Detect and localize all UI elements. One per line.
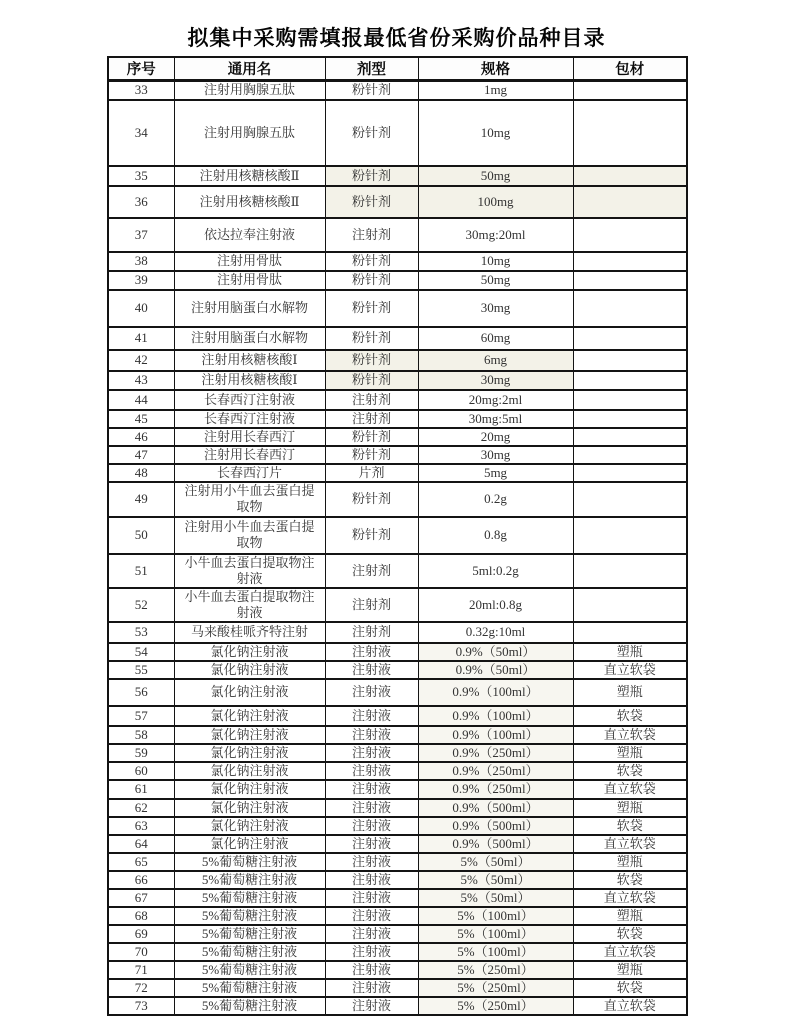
cell-spec: 50mg	[418, 271, 573, 290]
cell-packaging: 直立软袋	[573, 780, 687, 799]
cell-dosage-form: 注射液	[325, 979, 418, 997]
cell-dosage-form: 粉针剂	[325, 100, 418, 166]
table-row	[108, 327, 687, 350]
cell-dosage-form: 注射剂	[325, 410, 418, 428]
cell-seq: 48	[108, 464, 174, 482]
cell-packaging: 软袋	[573, 706, 687, 726]
table-row	[108, 744, 687, 762]
table-row	[108, 726, 687, 744]
cell-spec: 0.9%（50ml）	[418, 661, 573, 679]
cell-spec: 20mg:2ml	[418, 390, 573, 410]
cell-packaging	[573, 290, 687, 327]
table-row	[108, 371, 687, 390]
cell-generic-name: 5%葡萄糖注射液	[174, 871, 325, 889]
cell-packaging: 直立软袋	[573, 889, 687, 907]
cell-spec: 0.9%（50ml）	[418, 643, 573, 661]
table-row	[108, 390, 687, 410]
cell-seq: 67	[108, 889, 174, 907]
table-row	[108, 835, 687, 853]
cell-packaging	[573, 350, 687, 371]
table-row	[108, 706, 687, 726]
table-row	[108, 100, 687, 166]
table-row	[108, 554, 687, 588]
cell-generic-name: 氯化钠注射液	[174, 679, 325, 706]
cell-generic-name: 依达拉奉注射液	[174, 218, 325, 252]
cell-packaging	[573, 186, 687, 218]
cell-spec: 6mg	[418, 350, 573, 371]
cell-packaging	[573, 464, 687, 482]
cell-dosage-form: 粉针剂	[325, 482, 418, 517]
cell-packaging	[573, 588, 687, 622]
cell-packaging: 软袋	[573, 817, 687, 835]
cell-spec: 0.9%（500ml）	[418, 799, 573, 817]
cell-generic-name: 氯化钠注射液	[174, 817, 325, 835]
cell-packaging	[573, 554, 687, 588]
cell-spec: 0.9%（250ml）	[418, 762, 573, 780]
cell-seq: 40	[108, 290, 174, 327]
cell-dosage-form: 注射液	[325, 925, 418, 943]
cell-packaging: 直立软袋	[573, 835, 687, 853]
cell-packaging	[573, 428, 687, 446]
cell-seq: 49	[108, 482, 174, 517]
cell-packaging: 塑瓶	[573, 643, 687, 661]
cell-dosage-form: 注射液	[325, 799, 418, 817]
col-header-seq: 序号	[108, 57, 174, 81]
cell-seq: 44	[108, 390, 174, 410]
cell-dosage-form: 注射液	[325, 961, 418, 979]
cell-spec: 20ml:0.8g	[418, 588, 573, 622]
cell-generic-name: 注射用胸腺五肽	[174, 100, 325, 166]
cell-spec: 0.9%（100ml）	[418, 706, 573, 726]
cell-packaging: 直立软袋	[573, 997, 687, 1015]
table-row	[108, 661, 687, 679]
cell-seq: 37	[108, 218, 174, 252]
cell-dosage-form: 粉针剂	[325, 271, 418, 290]
col-header-generic-name: 通用名	[174, 57, 325, 81]
cell-dosage-form: 注射液	[325, 661, 418, 679]
table-row	[108, 780, 687, 799]
cell-dosage-form: 粉针剂	[325, 371, 418, 390]
cell-seq: 70	[108, 943, 174, 961]
cell-dosage-form: 注射液	[325, 726, 418, 744]
cell-spec: 0.32g:10ml	[418, 622, 573, 643]
cell-spec: 0.9%（100ml）	[418, 679, 573, 706]
page-title: 拟集中采购需填报最低省份采购价品种目录	[187, 27, 606, 50]
cell-generic-name: 5%葡萄糖注射液	[174, 853, 325, 871]
table-row	[108, 889, 687, 907]
cell-spec: 0.9%（250ml）	[418, 780, 573, 799]
cell-packaging: 软袋	[573, 762, 687, 780]
cell-generic-name: 注射用长春西汀	[174, 446, 325, 464]
cell-packaging: 塑瓶	[573, 853, 687, 871]
cell-dosage-form: 注射液	[325, 907, 418, 925]
table-row	[108, 622, 687, 643]
table-row	[108, 446, 687, 464]
cell-dosage-form: 注射液	[325, 643, 418, 661]
cell-generic-name: 马来酸桂哌齐特注射	[174, 622, 325, 643]
cell-generic-name: 5%葡萄糖注射液	[174, 943, 325, 961]
cell-packaging	[573, 622, 687, 643]
table-row	[108, 799, 687, 817]
table-row	[108, 166, 687, 186]
cell-dosage-form: 注射剂	[325, 622, 418, 643]
table-row	[108, 871, 687, 889]
cell-spec: 50mg	[418, 166, 573, 186]
cell-seq: 61	[108, 780, 174, 799]
cell-dosage-form: 注射液	[325, 943, 418, 961]
cell-seq: 62	[108, 799, 174, 817]
cell-generic-name: 注射用核糖核酸Ⅰ	[174, 371, 325, 390]
cell-dosage-form: 注射液	[325, 835, 418, 853]
cell-packaging	[573, 482, 687, 517]
cell-spec: 5mg	[418, 464, 573, 482]
cell-spec: 5%（100ml）	[418, 925, 573, 943]
cell-dosage-form: 注射液	[325, 889, 418, 907]
cell-generic-name: 氯化钠注射液	[174, 643, 325, 661]
cell-seq: 57	[108, 706, 174, 726]
cell-spec: 0.9%（500ml）	[418, 835, 573, 853]
cell-generic-name: 氯化钠注射液	[174, 762, 325, 780]
cell-packaging: 塑瓶	[573, 744, 687, 762]
cell-generic-name: 5%葡萄糖注射液	[174, 925, 325, 943]
cell-packaging: 软袋	[573, 871, 687, 889]
cell-generic-name: 氯化钠注射液	[174, 726, 325, 744]
table-row	[108, 81, 687, 100]
cell-dosage-form: 粉针剂	[325, 252, 418, 271]
cell-generic-name: 长春西汀注射液	[174, 390, 325, 410]
cell-packaging	[573, 371, 687, 390]
cell-generic-name: 注射用小牛血去蛋白提取物	[174, 517, 325, 554]
cell-packaging: 直立软袋	[573, 661, 687, 679]
table-row	[108, 907, 687, 925]
cell-seq: 52	[108, 588, 174, 622]
cell-packaging: 塑瓶	[573, 907, 687, 925]
table-row	[108, 979, 687, 997]
cell-dosage-form: 粉针剂	[325, 290, 418, 327]
cell-packaging: 直立软袋	[573, 943, 687, 961]
cell-spec: 20mg	[418, 428, 573, 446]
table-row	[108, 186, 687, 218]
cell-packaging: 软袋	[573, 925, 687, 943]
cell-seq: 68	[108, 907, 174, 925]
cell-dosage-form: 粉针剂	[325, 186, 418, 218]
table-row	[108, 482, 687, 517]
cell-seq: 50	[108, 517, 174, 554]
cell-generic-name: 小牛血去蛋白提取物注射液	[174, 554, 325, 588]
cell-seq: 58	[108, 726, 174, 744]
cell-seq: 53	[108, 622, 174, 643]
table-row	[108, 588, 687, 622]
cell-spec: 5%（250ml）	[418, 979, 573, 997]
cell-spec: 0.2g	[418, 482, 573, 517]
cell-seq: 63	[108, 817, 174, 835]
table-header-row	[108, 57, 687, 81]
cell-seq: 60	[108, 762, 174, 780]
cell-dosage-form: 粉针剂	[325, 81, 418, 100]
cell-packaging: 直立软袋	[573, 726, 687, 744]
table-row	[108, 643, 687, 661]
cell-dosage-form: 注射液	[325, 853, 418, 871]
cell-spec: 5%（250ml）	[418, 961, 573, 979]
cell-spec: 30mg	[418, 446, 573, 464]
cell-dosage-form: 注射液	[325, 679, 418, 706]
cell-dosage-form: 片剂	[325, 464, 418, 482]
cell-seq: 45	[108, 410, 174, 428]
cell-generic-name: 注射用脑蛋白水解物	[174, 290, 325, 327]
cell-packaging: 软袋	[573, 979, 687, 997]
cell-generic-name: 5%葡萄糖注射液	[174, 961, 325, 979]
cell-seq: 33	[108, 81, 174, 100]
cell-generic-name: 注射用小牛血去蛋白提取物	[174, 482, 325, 517]
cell-generic-name: 氯化钠注射液	[174, 835, 325, 853]
cell-seq: 39	[108, 271, 174, 290]
cell-dosage-form: 注射剂	[325, 218, 418, 252]
cell-packaging	[573, 252, 687, 271]
cell-dosage-form: 注射液	[325, 871, 418, 889]
cell-spec: 0.9%（250ml）	[418, 744, 573, 762]
cell-generic-name: 5%葡萄糖注射液	[174, 889, 325, 907]
cell-generic-name: 长春西汀片	[174, 464, 325, 482]
cell-spec: 5%（100ml）	[418, 907, 573, 925]
catalog-table	[107, 56, 688, 1016]
table-row	[108, 252, 687, 271]
cell-generic-name: 氯化钠注射液	[174, 780, 325, 799]
cell-seq: 41	[108, 327, 174, 350]
cell-packaging	[573, 271, 687, 290]
cell-seq: 56	[108, 679, 174, 706]
cell-seq: 36	[108, 186, 174, 218]
cell-spec: 5ml:0.2g	[418, 554, 573, 588]
cell-seq: 46	[108, 428, 174, 446]
cell-generic-name: 注射用骨肽	[174, 252, 325, 271]
cell-dosage-form: 注射剂	[325, 390, 418, 410]
cell-seq: 71	[108, 961, 174, 979]
table-row	[108, 853, 687, 871]
cell-packaging	[573, 327, 687, 350]
table-row	[108, 350, 687, 371]
cell-spec: 30mg	[418, 290, 573, 327]
cell-generic-name: 氯化钠注射液	[174, 799, 325, 817]
cell-dosage-form: 注射剂	[325, 588, 418, 622]
cell-packaging: 塑瓶	[573, 799, 687, 817]
cell-seq: 64	[108, 835, 174, 853]
cell-generic-name: 注射用骨肽	[174, 271, 325, 290]
cell-dosage-form: 注射液	[325, 706, 418, 726]
table-row	[108, 961, 687, 979]
cell-spec: 5%（50ml）	[418, 889, 573, 907]
cell-generic-name: 注射用核糖核酸Ⅱ	[174, 186, 325, 218]
cell-packaging	[573, 166, 687, 186]
cell-dosage-form: 粉针剂	[325, 428, 418, 446]
cell-dosage-form: 粉针剂	[325, 166, 418, 186]
cell-spec: 5%（100ml）	[418, 943, 573, 961]
cell-generic-name: 氯化钠注射液	[174, 744, 325, 762]
cell-seq: 34	[108, 100, 174, 166]
cell-seq: 35	[108, 166, 174, 186]
cell-seq: 69	[108, 925, 174, 943]
cell-generic-name: 注射用核糖核酸Ⅰ	[174, 350, 325, 371]
cell-generic-name: 5%葡萄糖注射液	[174, 997, 325, 1015]
cell-generic-name: 长春西汀注射液	[174, 410, 325, 428]
cell-dosage-form: 粉针剂	[325, 446, 418, 464]
cell-packaging	[573, 218, 687, 252]
cell-packaging	[573, 410, 687, 428]
col-header-spec: 规格	[418, 57, 573, 81]
cell-packaging: 塑瓶	[573, 961, 687, 979]
cell-seq: 43	[108, 371, 174, 390]
cell-seq: 72	[108, 979, 174, 997]
cell-generic-name: 5%葡萄糖注射液	[174, 907, 325, 925]
cell-dosage-form: 注射液	[325, 780, 418, 799]
cell-spec: 0.9%（100ml）	[418, 726, 573, 744]
cell-dosage-form: 粉针剂	[325, 350, 418, 371]
cell-generic-name: 注射用脑蛋白水解物	[174, 327, 325, 350]
table-row	[108, 679, 687, 706]
table-row	[108, 997, 687, 1015]
cell-dosage-form: 注射液	[325, 744, 418, 762]
cell-seq: 51	[108, 554, 174, 588]
cell-dosage-form: 注射液	[325, 762, 418, 780]
col-header-packaging: 包材	[573, 57, 687, 81]
cell-dosage-form: 注射液	[325, 997, 418, 1015]
col-header-dosage-form: 剂型	[325, 57, 418, 81]
cell-dosage-form: 注射剂	[325, 554, 418, 588]
cell-spec: 30mg	[418, 371, 573, 390]
cell-seq: 59	[108, 744, 174, 762]
cell-spec: 0.9%（500ml）	[418, 817, 573, 835]
cell-generic-name: 注射用长春西汀	[174, 428, 325, 446]
table-row	[108, 271, 687, 290]
cell-seq: 47	[108, 446, 174, 464]
cell-spec: 60mg	[418, 327, 573, 350]
cell-packaging	[573, 517, 687, 554]
cell-packaging	[573, 390, 687, 410]
cell-dosage-form: 粉针剂	[325, 327, 418, 350]
cell-spec: 30mg:20ml	[418, 218, 573, 252]
cell-spec: 10mg	[418, 100, 573, 166]
cell-dosage-form: 注射液	[325, 817, 418, 835]
cell-packaging	[573, 446, 687, 464]
table-row	[108, 943, 687, 961]
table-row	[108, 428, 687, 446]
cell-seq: 54	[108, 643, 174, 661]
table-row	[108, 410, 687, 428]
cell-spec: 10mg	[418, 252, 573, 271]
cell-spec: 0.8g	[418, 517, 573, 554]
cell-spec: 100mg	[418, 186, 573, 218]
cell-packaging: 塑瓶	[573, 679, 687, 706]
cell-spec: 5%（50ml）	[418, 853, 573, 871]
table-row	[108, 517, 687, 554]
cell-spec: 5%（50ml）	[418, 871, 573, 889]
cell-generic-name: 注射用核糖核酸Ⅱ	[174, 166, 325, 186]
cell-generic-name: 氯化钠注射液	[174, 706, 325, 726]
table-row	[108, 762, 687, 780]
cell-generic-name: 氯化钠注射液	[174, 661, 325, 679]
cell-seq: 55	[108, 661, 174, 679]
table-row	[108, 464, 687, 482]
table-row	[108, 290, 687, 327]
cell-dosage-form: 粉针剂	[325, 517, 418, 554]
cell-spec: 1mg	[418, 81, 573, 100]
cell-generic-name: 注射用胸腺五肽	[174, 81, 325, 100]
cell-spec: 30mg:5ml	[418, 410, 573, 428]
cell-seq: 66	[108, 871, 174, 889]
cell-packaging	[573, 81, 687, 100]
cell-generic-name: 小牛血去蛋白提取物注射液	[174, 588, 325, 622]
table-row	[108, 925, 687, 943]
cell-seq: 42	[108, 350, 174, 371]
cell-spec: 5%（250ml）	[418, 997, 573, 1015]
cell-seq: 38	[108, 252, 174, 271]
table-row	[108, 817, 687, 835]
cell-seq: 65	[108, 853, 174, 871]
cell-generic-name: 5%葡萄糖注射液	[174, 979, 325, 997]
table-row	[108, 218, 687, 252]
cell-seq: 73	[108, 997, 174, 1015]
cell-packaging	[573, 100, 687, 166]
